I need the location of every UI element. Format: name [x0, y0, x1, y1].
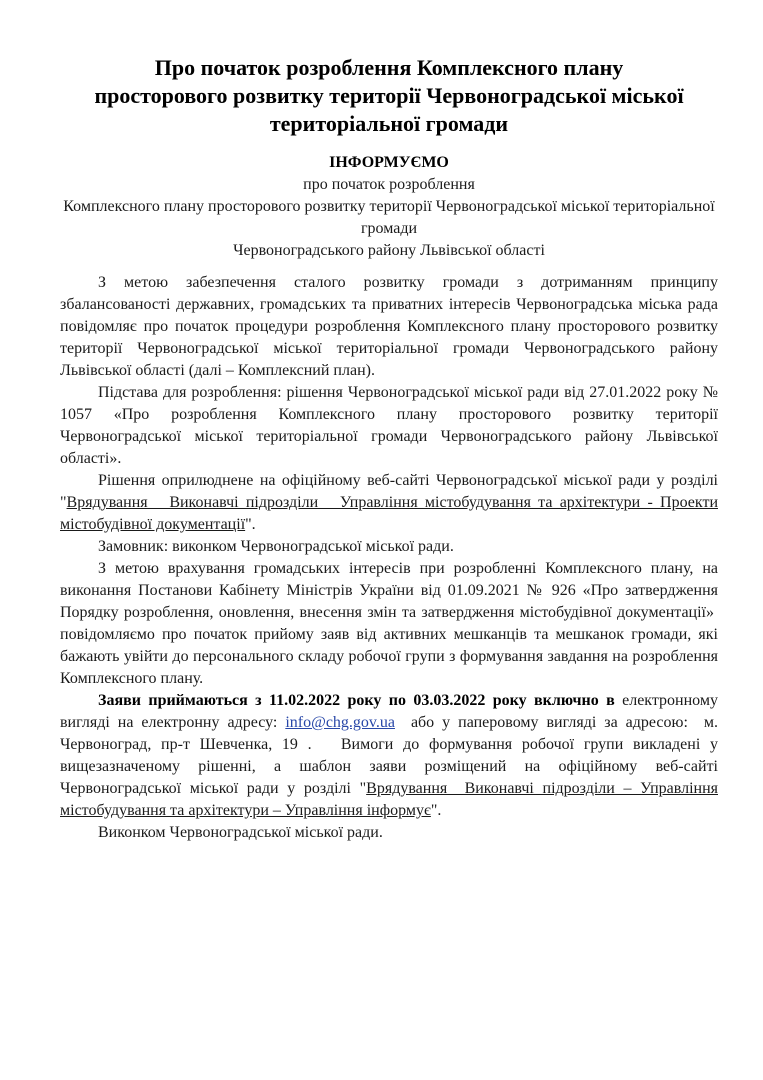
paragraph-legal-basis: Підстава для розроблення: рішення Червоноградської міської ради від 27.01.2022 року № 1057 «Про розроблення Комплексного плану просторового розвитку території Червоноградської міської територіальної громади Червоноградського району Львівської області». [60, 384, 718, 467]
info-block [60, 152, 718, 262]
document-body [60, 272, 718, 844]
paragraph-customer: Замовник: виконком Червоноградської міської ради. [98, 538, 454, 555]
site-section-path-2: Врядування Виконавчі підрозділи – Управління містобудування та архітектури – Управління інформує [60, 780, 718, 819]
text-run: електронному вигляді на електронну адресу: [60, 692, 718, 731]
application-dates: Заяви приймаються з 11.02.2022 року по 03.03.2022 року включно в [98, 692, 615, 709]
info-announce: ІНФОРМУЄМО [329, 154, 449, 171]
paragraph-applications [60, 690, 718, 822]
document-title: Про початок розроблення Комплексного плану просторового розвитку території Червоноградської міської територіальної громади [94, 55, 684, 136]
paragraph-signature: Виконком Червоноградської міської ради. [98, 824, 383, 841]
info-line-3: Червоноградського району Львівської області [233, 242, 545, 259]
info-line-1: про початок розроблення [303, 176, 475, 193]
email-link[interactable]: info@chg.gov.ua [285, 714, 395, 731]
text-run: Рішення оприлюднене на офіційному веб-сайті Червоноградської міської ради у розділі " [60, 472, 718, 511]
site-section-path: Врядування Виконавчі підрозділи Управління містобудування та архітектури - Проекти містобудівної документації [60, 494, 718, 533]
paragraph-purpose: З метою забезпечення сталого розвитку громади з дотриманням принципу збалансованості державних, громадських та приватних інтересів Червоноградська міська рада повідомляє про початок процедури розроблення Комплексного плану просторового розвитку території Червоноградської міської територіальної громади Червоноградського району Львівської області (далі – Комплексний план). [60, 274, 718, 379]
info-line-2: Комплексного плану просторового розвитку території Червоноградської міської територіальної громади [63, 198, 715, 237]
text-run: або у паперовому вигляді за адресою: м. Червоноград, пр-т Шевченка, 19 . Вимоги до формування робочої групи викладені у вищезазначеному рішенні, а шаблон заяви розміщений на офіційному веб-сайті Червоноградської міської ради у розділі " [60, 714, 719, 797]
paragraph-publication [60, 470, 718, 536]
text-run: ". [430, 802, 442, 819]
text-run: ". [245, 516, 256, 533]
paragraph-working-group: З метою врахування громадських інтересів при розробленні Комплексного плану, на виконання Постанови Кабінету Міністрів України від 01.09.2021 № 926 «Про затвердження Порядку розроблення, оновлення, внесення змін та затвердження містобудівної документації» повідомляємо про початок прийому заяв від активних мешканців та мешканок громади, які бажають увійти до персонального складу робочої групи з формування завдання на розроблення Комплексного плану. [60, 560, 718, 687]
